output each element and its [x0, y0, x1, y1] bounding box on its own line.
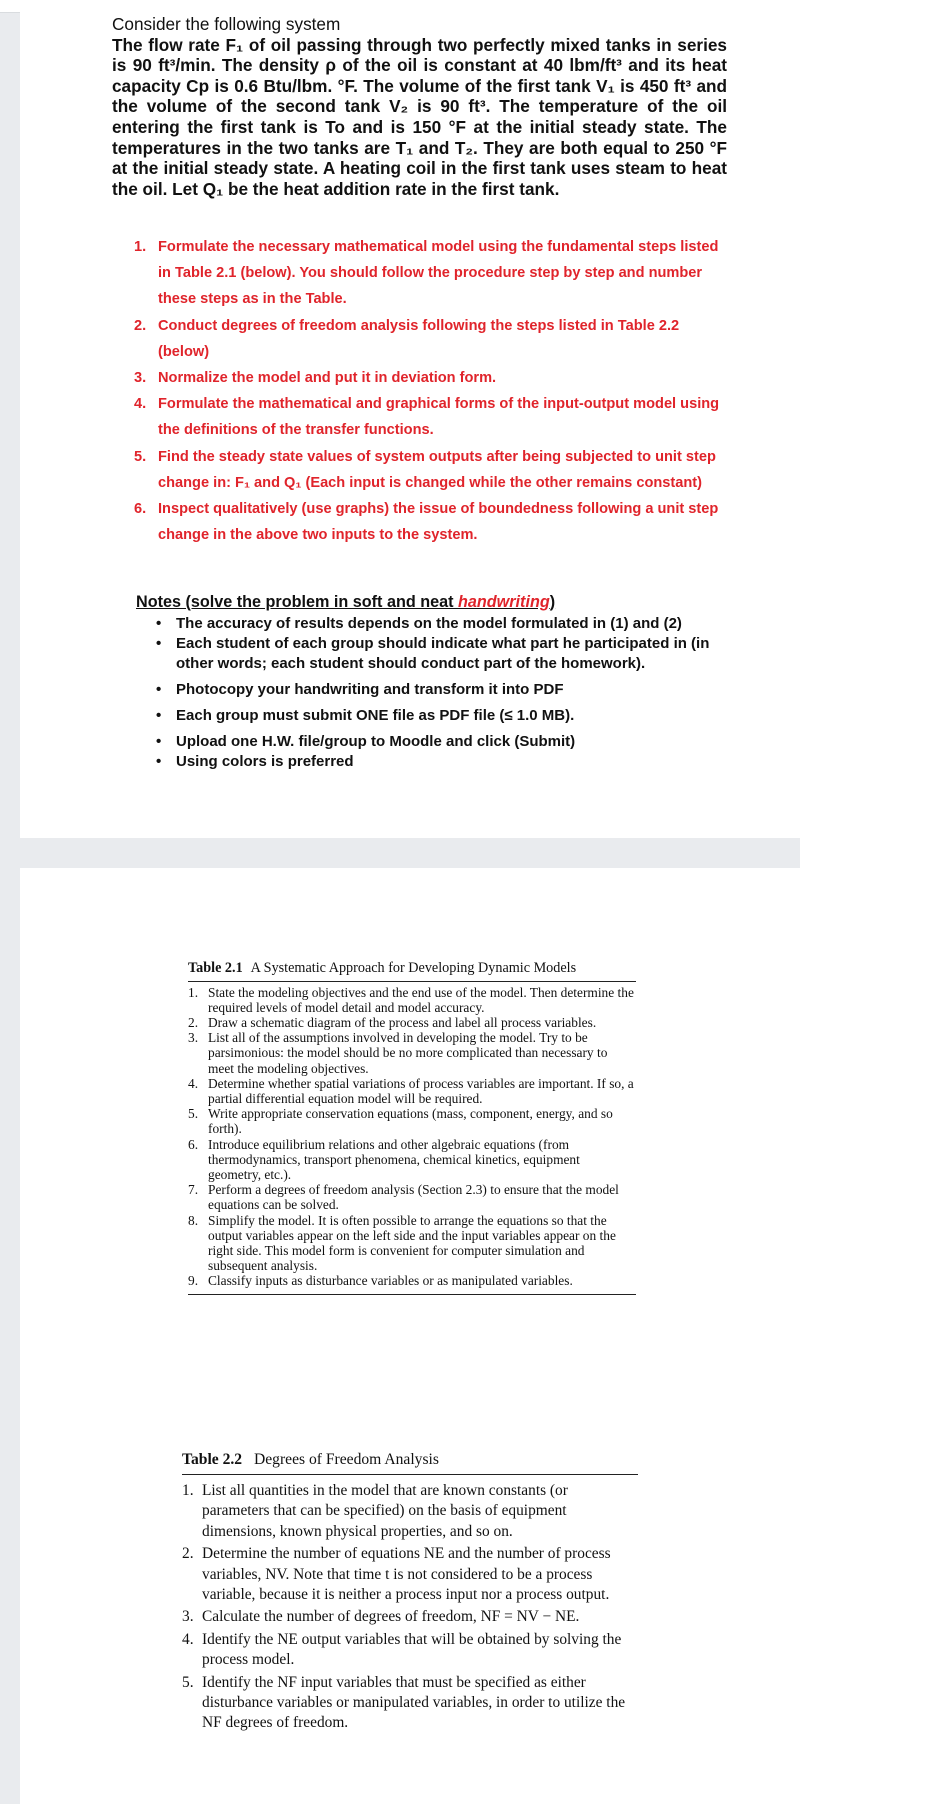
- table-title: A Systematic Approach for Developing Dynamic Models: [250, 960, 577, 976]
- notes-section: [136, 592, 736, 772]
- task-text: Normalize the model and put it in deviation form.: [158, 370, 497, 387]
- table-steps: [182, 1481, 638, 1734]
- task-item: [134, 496, 728, 548]
- task-item: [134, 365, 728, 391]
- list-item: 7. Perform a degrees of freedom analysis (Section 2.3) to ensure that the model equations can be solved.: [188, 1182, 619, 1213]
- note-item: • Each group must submit ONE file as PDF file (≤ 1.0 MB).: [156, 707, 575, 724]
- table-title: Degrees of Freedom Analysis: [254, 1451, 439, 1468]
- task-number: 6.: [134, 501, 147, 518]
- list-item: 1. State the modeling objectives and the end use of the model. Then determine the required levels of model detail and model accuracy.: [188, 984, 634, 1015]
- task-number: 3.: [134, 370, 147, 387]
- notes-list: [136, 614, 736, 772]
- task-number: 1.: [134, 239, 147, 255]
- bullet-icon: •: [156, 707, 162, 724]
- notes-title: Notes (solve the problem in soft and neat handwriting): [136, 593, 556, 611]
- notes-title-highlight: handwriting: [458, 593, 550, 611]
- task-item: [134, 444, 728, 496]
- task-number: 5.: [134, 448, 147, 465]
- right-margin: [800, 12, 950, 1804]
- task-text: Inspect qualitatively (use graphs) the issue of boundedness following a unit step change in the above two inputs to the system.: [158, 501, 719, 544]
- list-item: 5. Write appropriate conservation equations (mass, component, energy, and so forth).: [188, 1106, 613, 1137]
- list-item: 1. List all quantities in the model that are known constants (or parameters that can be specified) on the basis of equipment dimensions, known physical properties, and so on.: [182, 1482, 568, 1540]
- list-item: 9. Classify inputs as disturbance variables or as manipulated variables.: [188, 1273, 573, 1289]
- task-text: Conduct degrees of freedom analysis following the steps listed in Table 2.2 (below): [158, 317, 680, 360]
- table-caption: [182, 1450, 638, 1475]
- problem-heading: Consider the following system: [112, 14, 341, 34]
- note-item: • The accuracy of results depends on the model formulated in (1) and (2): [156, 615, 682, 632]
- table-label: Table 2.2: [182, 1451, 243, 1468]
- list-item: 3. List all of the assumptions involved in developing the model. Try to be parsimonious: the model should be no more complicated than necessary to meet the modeling objectives.: [188, 1030, 608, 1076]
- task-text: Find the steady state values of system outputs after being subjected to unit step change in: F₁ and Q₁ (Each input is changed while the other remains constant): [158, 448, 716, 491]
- note-item: • Each student of each group should indicate what part he participated in (in other words; each student should conduct part of the homework).: [156, 635, 710, 672]
- task-number: 2.: [134, 317, 147, 334]
- list-item: 2. Determine the number of equations NE and the number of process variables, NV. Note that time t is not considered to be a process variable, because it is neither a process input nor a process output.: [182, 1545, 611, 1604]
- task-item: [134, 313, 728, 365]
- list-item: 6. Introduce equilibrium relations and other algebraic equations (from thermodynamics, transport phenomena, chemical kinetics, equipment geometry, etc.).: [188, 1136, 580, 1182]
- bullet-icon: •: [156, 615, 162, 632]
- table-caption: [188, 960, 636, 982]
- task-number: 4.: [134, 396, 147, 413]
- problem-body: The flow rate F₁ of oil passing through two perfectly mixed tanks in series is 90 ft³/min. The density ρ of the oil is constant at 40 lbm/ft³ and its heat capacity Cp is 0.6 Btu/lbm. °F. The volume of the first tank V₁ is 450 ft³ and the volume of the second tank V₂ is 90 ft³. The temperature of the oil entering the first tank is To and is 150 °F at the initial steady state. The temperatures in the two tanks are T₁ and T₂. They are both equal to 250 °F at the initial steady state. A heating coil in the first tank uses steam to heat the oil. Let Q₁ be the heat addition rate in the first tank.: [112, 34, 727, 199]
- task-item: [134, 391, 728, 443]
- note-item: • Photocopy your handwriting and transform it into PDF: [156, 681, 564, 698]
- task-text: Formulate the necessary mathematical model using the fundamental steps listed in Table 2.1 (below). You should follow the procedure step by step and number these steps as in the Table.: [158, 239, 719, 308]
- list-item: 8. Simplify the model. It is often possible to arrange the equations so that the output variables appear on the left side and the input variables appear on the right side. This model form is convenient for computer simulation and subsequent analysis.: [188, 1212, 616, 1274]
- table-2-2: [182, 1450, 638, 1736]
- bullet-icon: •: [156, 733, 162, 750]
- task-text: Formulate the mathematical and graphical forms of the input-output model using the definitions of the transfer functions.: [158, 396, 720, 439]
- list-item: 3. Calculate the number of degrees of freedom, NF = NV − NE.: [182, 1608, 580, 1626]
- bullet-icon: •: [156, 635, 162, 652]
- note-item: • Using colors is preferred: [156, 753, 354, 770]
- list-item: 4. Determine whether spatial variations of process variables are important. If so, a partial differential equation model will be required.: [188, 1075, 634, 1106]
- bullet-icon: •: [156, 681, 162, 698]
- table-label: Table 2.1: [188, 960, 243, 976]
- table-divider: [188, 1294, 636, 1295]
- problem-statement: [112, 14, 727, 199]
- list-item: 5. Identify the NF input variables that must be specified as either disturbance variables or manipulated variables, in order to utilize the NF degrees of freedom.: [182, 1673, 626, 1732]
- list-item: 2. Draw a schematic diagram of the process and label all process variables.: [188, 1014, 597, 1030]
- table-steps: [188, 985, 636, 1289]
- task-list: [134, 234, 728, 548]
- note-item: • Upload one H.W. file/group to Moodle and click (Submit): [156, 733, 576, 750]
- bullet-icon: •: [156, 753, 162, 770]
- page-1: [20, 12, 800, 838]
- table-2-1: [188, 960, 636, 1295]
- list-item: 4. Identify the NE output variables that will be obtained by solving the process model.: [182, 1630, 622, 1669]
- task-item: [134, 234, 728, 313]
